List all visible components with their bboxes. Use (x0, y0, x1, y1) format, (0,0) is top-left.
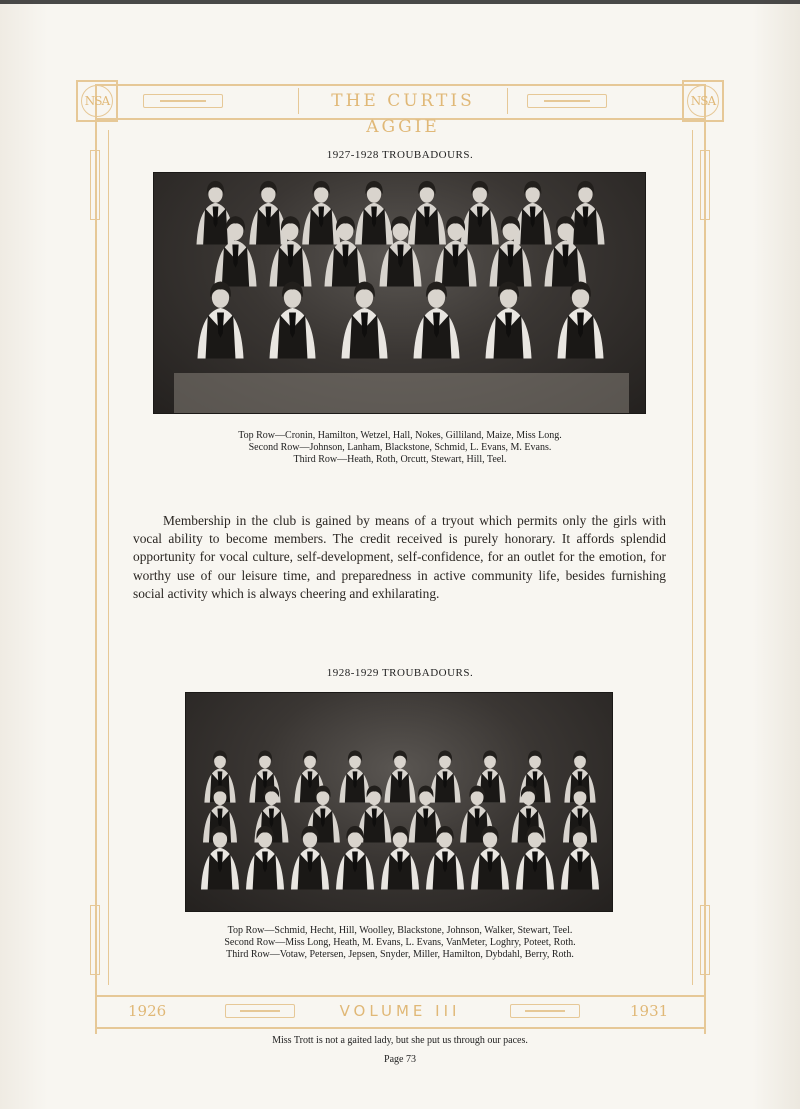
membership-paragraph: Membership in the club is gained by means of a tryout which permits only the girls with vocal ability to become members. The credit received is purely honorary. It affords splendid opportunity for vocal culture, self-development, self-confidence, for an outlet for the emotion, for worthy use of our leisure time, and preparedness in active community life, besides furnishing social activity which is always cheering and exhilarating. (133, 513, 666, 601)
person-figure (249, 181, 287, 245)
emblem-right-icon: NSA (682, 80, 724, 122)
yearbook-title: THE CURTIS AGGIE (298, 88, 508, 114)
photo1-caption-row-1: Top Row—Cronin, Hamilton, Wetzel, Hall, Nokes, Gilliland, Maize, Miss Long. (238, 430, 562, 441)
person-figure (270, 281, 316, 358)
troubadours-1928-photo (185, 692, 613, 912)
troubadours-1927-photo (153, 172, 646, 414)
emblem-left-icon: NSA (76, 80, 118, 122)
person-figure (486, 281, 532, 358)
year-start: 1926 (128, 1002, 167, 1020)
photo1-caption-row-2: Second Row—Johnson, Lanham, Blackstone, Schmid, L. Evans, M. Evans. (248, 442, 552, 453)
volume-label: VOLUME III (339, 1002, 461, 1020)
person-figure (461, 181, 499, 245)
person-figure (302, 181, 340, 245)
person-figure (384, 750, 415, 802)
photo1-caption (0, 430, 800, 466)
photo2-caption-row-3: Third Row—Votaw, Petersen, Jepsen, Snyder, Miller, Hamilton, Dybdahl, Berry, Roth. (226, 949, 574, 960)
person-figure (514, 181, 552, 245)
skirts-band (174, 373, 629, 414)
person-figure (414, 281, 460, 358)
photo2-caption-row-2: Second Row—Miss Long, Heath, M. Evans, L. Evans, VanMeter, Loghry, Poteet, Roth. (224, 937, 576, 948)
page-top-edge (0, 0, 800, 4)
photo2-caption-row-1: Top Row—Schmid, Hecht, Hill, Woolley, Blackstone, Johnson, Walker, Stewart, Teel. (227, 925, 573, 936)
year-end: 1931 (630, 1002, 669, 1020)
photo2-title: 1928-1929 TROUBADOURS. (326, 667, 474, 679)
photo1-title: 1927-1928 TROUBADOURS. (326, 149, 474, 161)
page-caption: Miss Trott is not a gaited lady, but she put us through our paces. (272, 1035, 528, 1046)
person-figure (429, 750, 460, 802)
person-figure (339, 750, 370, 802)
person-figure (198, 281, 244, 358)
person-figure (342, 281, 388, 358)
person-figure (408, 181, 446, 245)
photo2-caption (0, 925, 800, 961)
photo1-caption-row-3: Third Row—Heath, Roth, Orcutt, Stewart, Hill, Teel. (293, 454, 507, 465)
person-figure (355, 181, 393, 245)
person-figure (558, 281, 604, 358)
page-number: Page 73 (384, 1054, 416, 1065)
